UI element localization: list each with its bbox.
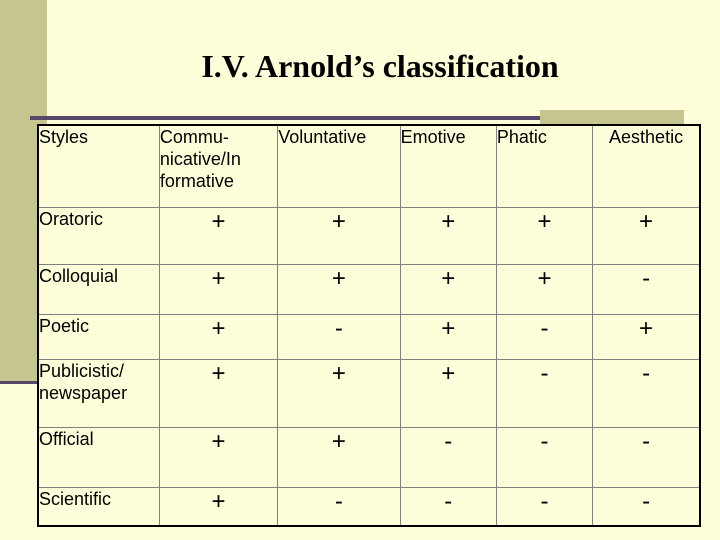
page-title: I.V. Arnold’s classification <box>201 48 559 84</box>
table-row <box>38 314 700 359</box>
header-styles: Styles <box>38 125 159 207</box>
mark-cell: - <box>496 427 592 487</box>
mark-cell: - <box>278 487 400 526</box>
row-style-name: Oratoric <box>38 207 159 264</box>
row-style-name: Colloquial <box>38 264 159 314</box>
classification-table <box>37 124 701 527</box>
mark-cell: + <box>278 264 400 314</box>
mark-cell: - <box>593 427 700 487</box>
mark-cell: - <box>400 427 496 487</box>
mark-cell: + <box>159 359 277 427</box>
header-communicative: Commu-nicative/In formative <box>159 125 277 207</box>
mark-cell: + <box>278 427 400 487</box>
table-row <box>38 207 700 264</box>
mark-cell: + <box>400 264 496 314</box>
header-phatic: Phatic <box>496 125 592 207</box>
mark-cell: + <box>496 264 592 314</box>
mark-cell: + <box>278 359 400 427</box>
mark-cell: - <box>278 314 400 359</box>
mark-cell: - <box>496 359 592 427</box>
header-emotive: Emotive <box>400 125 496 207</box>
mark-cell: + <box>400 207 496 264</box>
mark-cell: + <box>400 314 496 359</box>
row-style-name: Poetic <box>38 314 159 359</box>
mark-cell: + <box>400 359 496 427</box>
mark-cell: + <box>159 427 277 487</box>
mark-cell: + <box>278 207 400 264</box>
mark-cell: - <box>593 359 700 427</box>
mark-cell: - <box>496 314 592 359</box>
row-style-name: Scientific <box>38 487 159 526</box>
table-row <box>38 487 700 526</box>
table-row <box>38 359 700 427</box>
mark-cell: + <box>496 207 592 264</box>
mark-cell: - <box>593 264 700 314</box>
table-row <box>38 427 700 487</box>
mark-cell: + <box>159 264 277 314</box>
mark-cell: - <box>400 487 496 526</box>
mark-cell: + <box>159 207 277 264</box>
table-row <box>38 264 700 314</box>
header-voluntative: Voluntative <box>278 125 400 207</box>
row-style-name: Official <box>38 427 159 487</box>
mark-cell: + <box>159 487 277 526</box>
row-style-name: Publicistic/ newspaper <box>38 359 159 427</box>
header-aesthetic: Aesthetic <box>593 125 700 207</box>
mark-cell: - <box>496 487 592 526</box>
mark-cell: + <box>159 314 277 359</box>
rule-accent-block <box>540 110 684 124</box>
header-row <box>38 125 700 207</box>
mark-cell: + <box>593 314 700 359</box>
mark-cell: - <box>593 487 700 526</box>
mark-cell: + <box>593 207 700 264</box>
